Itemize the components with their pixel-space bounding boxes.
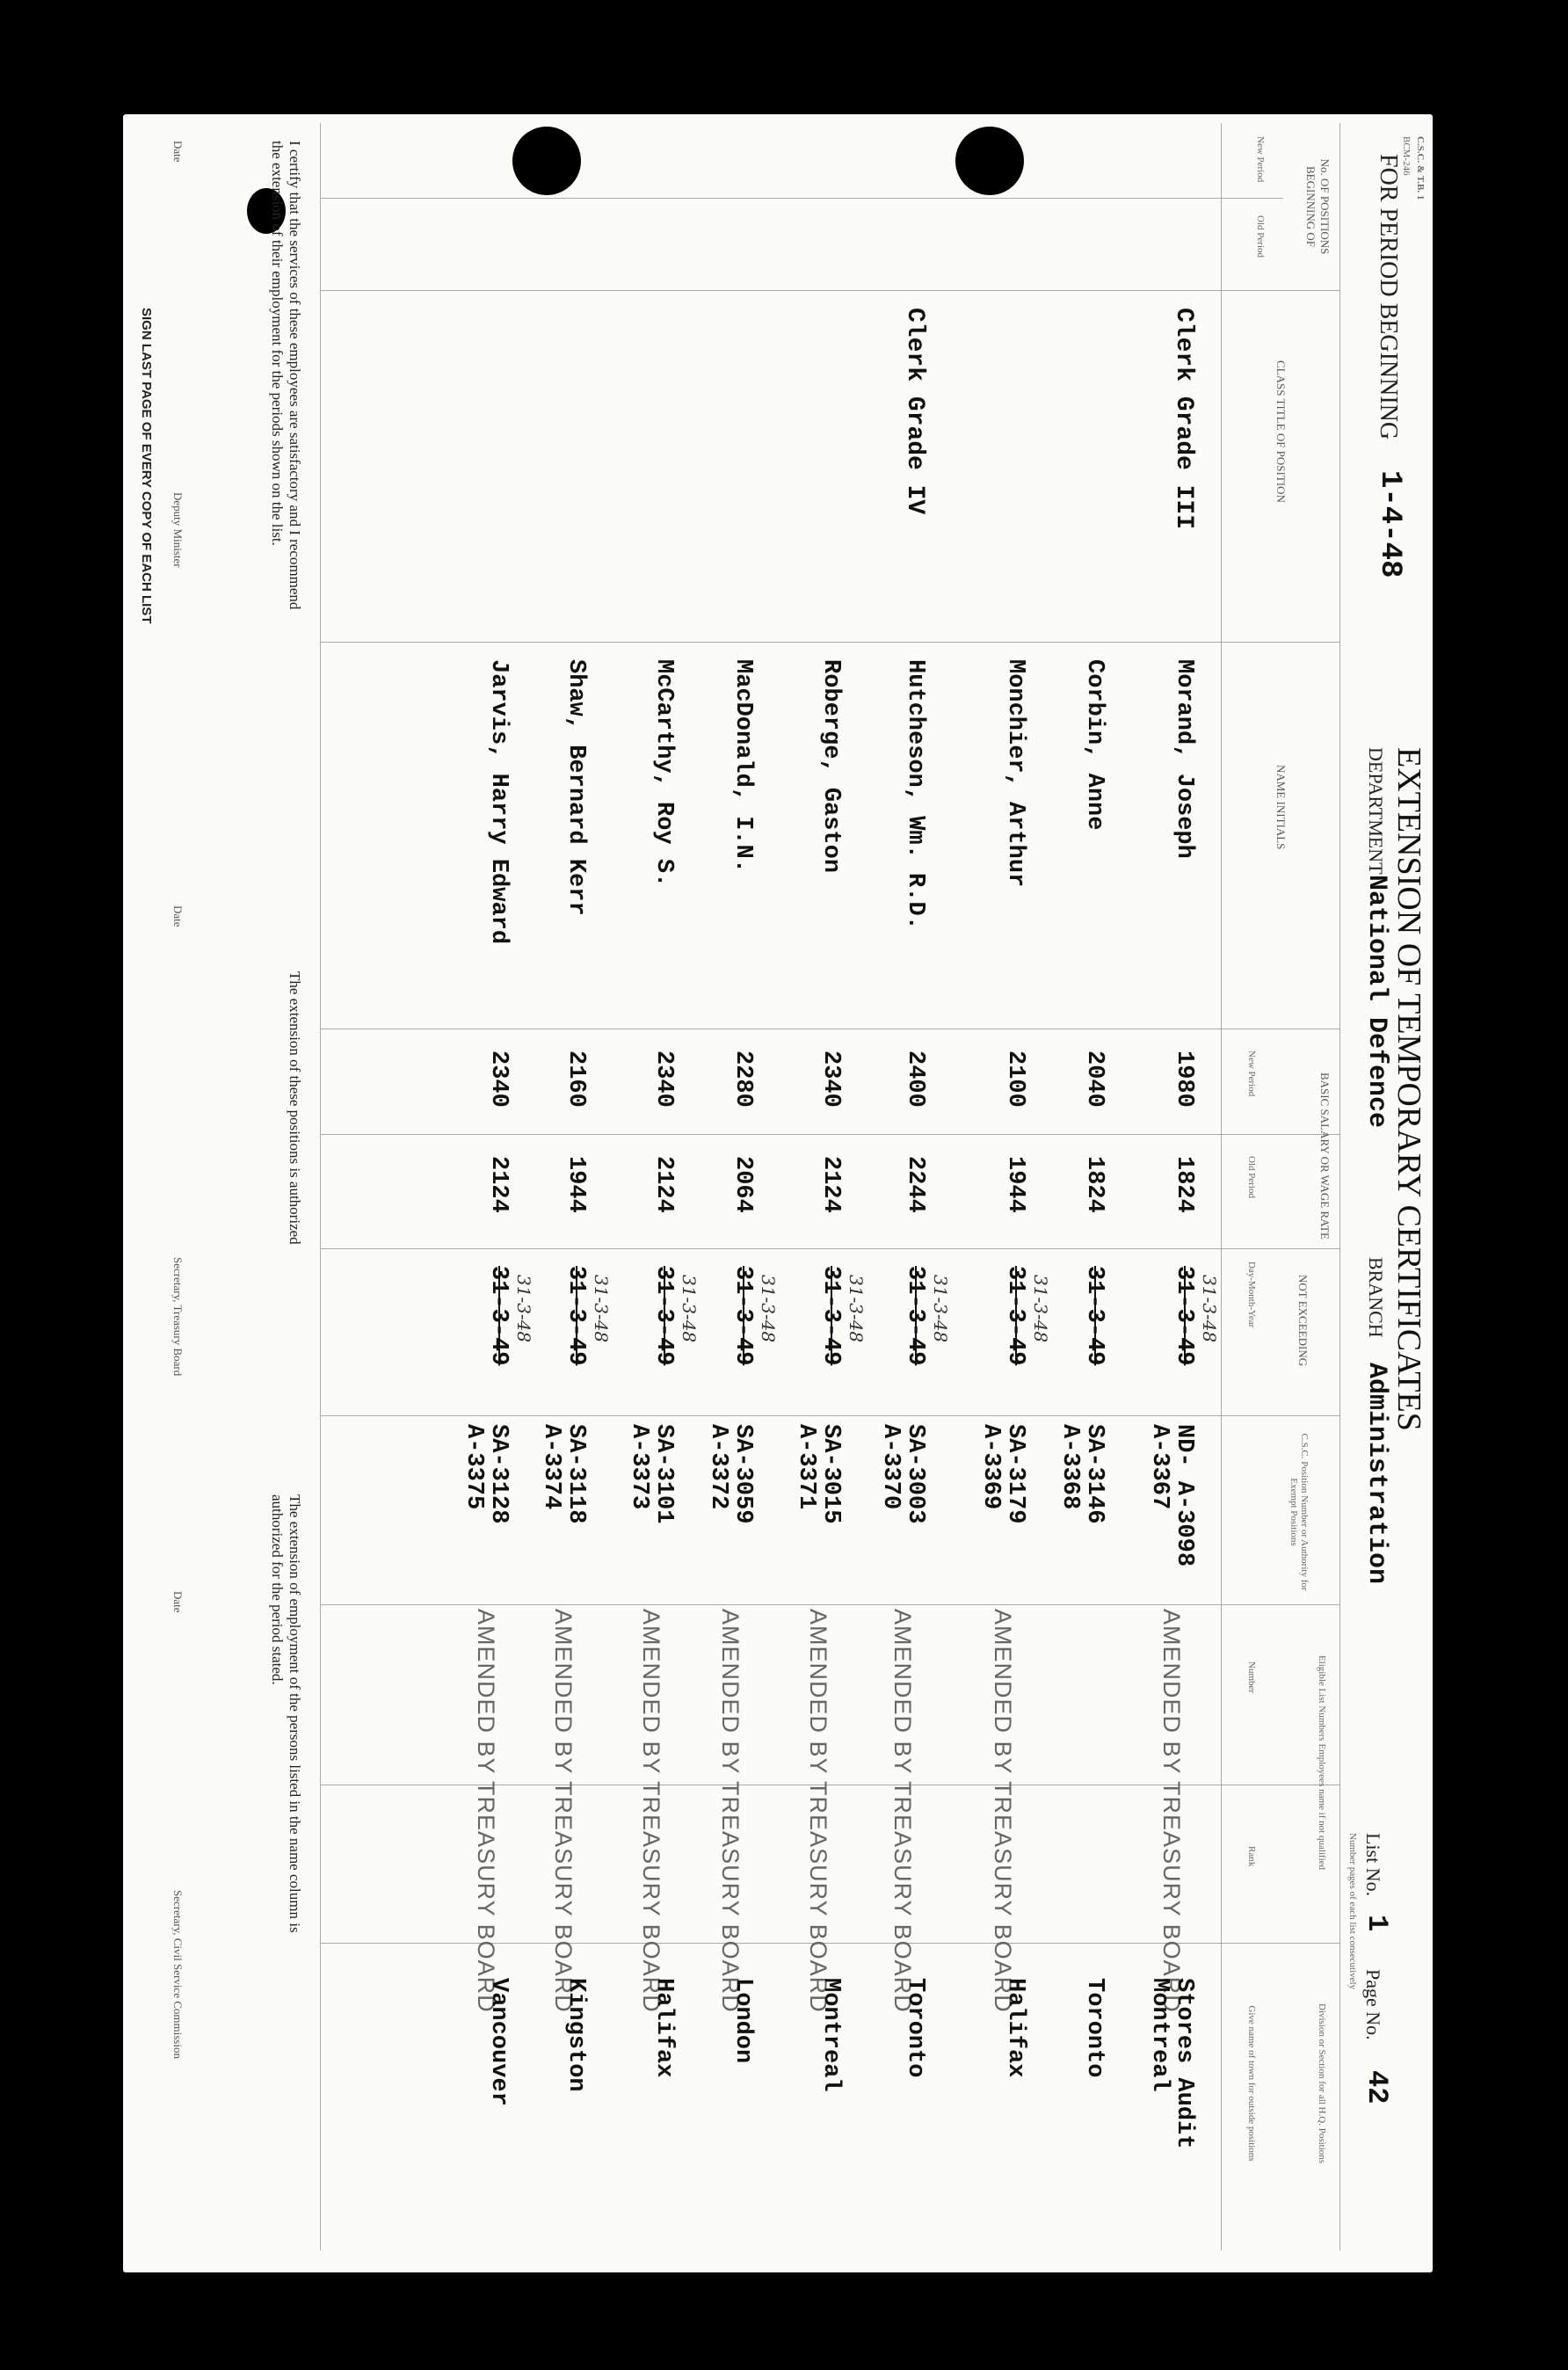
header-positions: No. OF POSITIONS BEGINNING OF bbox=[1304, 158, 1332, 255]
form-code-2: BCM-246 bbox=[1401, 136, 1412, 176]
employee-name: Morand, Joseph bbox=[1171, 659, 1197, 859]
salary-new: 1980 bbox=[1171, 1051, 1197, 1108]
salary-old: 1824 bbox=[1171, 1156, 1197, 1213]
amended-stamp: AMENDED BY TREASURY BOARD bbox=[473, 1609, 499, 2013]
salary-old: 2124 bbox=[485, 1156, 512, 1213]
amended-stamp: AMENDED BY TREASURY BOARD bbox=[717, 1609, 744, 2013]
period-label: FOR PERIOD BEGINNING bbox=[1375, 154, 1402, 440]
header-not-exceeding: NOT EXCEEDING bbox=[1296, 1275, 1310, 1367]
csc-position-number-2: A-3375 bbox=[461, 1424, 487, 1510]
header-bottom-rule bbox=[1221, 123, 1222, 2250]
header-date: Day-Month-Year bbox=[1246, 1261, 1257, 1328]
col-rule bbox=[321, 1134, 1340, 1135]
not-exceeding-date: 31-3-49 bbox=[730, 1266, 756, 1366]
salary-old: 1944 bbox=[1002, 1156, 1028, 1213]
handwritten-date: 31-3-48 bbox=[513, 1275, 534, 1343]
csc-position-number-2: A-3370 bbox=[877, 1424, 904, 1510]
certify-date-label: Date bbox=[171, 141, 185, 163]
period-value: 1-4-48 bbox=[1373, 470, 1406, 578]
division-location: Vancouver bbox=[485, 1978, 512, 2106]
amended-stamp: AMENDED BY TREASURY BOARD bbox=[990, 1609, 1016, 2013]
col-rule bbox=[321, 1248, 1340, 1249]
header-division-note: Give name of town for outside positions bbox=[1246, 2005, 1257, 2162]
table-top-rule bbox=[1339, 123, 1340, 2250]
handwritten-date: 31-3-48 bbox=[1030, 1275, 1051, 1343]
header-salary-old: Old Period bbox=[1246, 1156, 1257, 1198]
col-rule bbox=[321, 198, 1283, 199]
branch-label: BRANCH bbox=[1365, 1257, 1387, 1338]
employee-name: Shaw, Bernard Kerr bbox=[563, 659, 589, 916]
salary-old: 1944 bbox=[563, 1156, 589, 1213]
handwritten-date: 31-3-48 bbox=[1199, 1275, 1220, 1343]
csc-position-number-2: A-3369 bbox=[977, 1424, 1004, 1510]
handwritten-date: 31-3-48 bbox=[930, 1275, 951, 1343]
division-location: Halifax bbox=[650, 1978, 677, 2078]
header-salary-new: New Period bbox=[1246, 1051, 1257, 1097]
certify-text-2: the extension of their employment for the periods shown on the list. bbox=[269, 141, 286, 546]
header-eligible: Eligible List Numbers Employees name if not qualified bbox=[1317, 1654, 1327, 1871]
division-location: Halifax bbox=[1002, 1978, 1028, 2078]
handwritten-date: 31-3-48 bbox=[846, 1275, 867, 1343]
rotated-form bbox=[123, 114, 1433, 2272]
footer-rule bbox=[320, 123, 321, 2250]
csc-authorized-text-2: authorized for the period stated. bbox=[269, 1494, 286, 1685]
employee-name: Hutcheson, Wm. R.D. bbox=[902, 659, 928, 930]
salary-new: 2280 bbox=[730, 1051, 756, 1108]
col-rule bbox=[321, 642, 1340, 643]
salary-new: 2340 bbox=[817, 1051, 844, 1108]
employee-name: Roberge, Gaston bbox=[817, 659, 844, 874]
header-name: NAME INITIALS bbox=[1274, 765, 1288, 850]
employee-name: Monchier, Arthur bbox=[1002, 659, 1028, 888]
not-exceeding-date: 31-3-49 bbox=[817, 1266, 844, 1366]
csc-position-number: SA-3128 bbox=[485, 1424, 512, 1524]
salary-old: 2064 bbox=[730, 1156, 756, 1213]
handwritten-date: 31-3-48 bbox=[679, 1275, 700, 1343]
amended-stamp: AMENDED BY TREASURY BOARD bbox=[550, 1609, 577, 2013]
header-class-title: CLASS TITLE OF POSITION bbox=[1274, 360, 1288, 503]
csc-position-number: ND- A-3098 bbox=[1171, 1424, 1197, 1567]
salary-new: 2160 bbox=[563, 1051, 589, 1108]
not-exceeding-date: 31-3-49 bbox=[650, 1266, 677, 1366]
page-no-value: 42 bbox=[1361, 2070, 1393, 2105]
division-location: London bbox=[730, 1978, 756, 2064]
class-title: Clerk Grade III bbox=[1170, 308, 1197, 530]
salary-old: 2124 bbox=[817, 1156, 844, 1213]
csc-secretary-label: Secretary, Civil Service Commission bbox=[171, 1890, 185, 2059]
handwritten-date: 31-3-48 bbox=[758, 1275, 779, 1343]
not-exceeding-date: 31-3-49 bbox=[485, 1266, 512, 1366]
csc-position-number: SA-3003 bbox=[902, 1424, 928, 1524]
tb-date-label: Date bbox=[171, 905, 185, 927]
csc-position-number: SA-3179 bbox=[1002, 1424, 1028, 1524]
csc-position-number-2: A-3367 bbox=[1146, 1424, 1172, 1510]
salary-new: 2340 bbox=[650, 1051, 677, 1108]
csc-position-number: SA-3059 bbox=[730, 1424, 756, 1524]
not-exceeding-date: 31-3-49 bbox=[1171, 1266, 1197, 1366]
employee-name: Corbin, Anne bbox=[1081, 659, 1107, 831]
certify-text-1: I certify that the services of these employees are satisfactory and I recommend bbox=[287, 141, 303, 610]
salary-old: 1824 bbox=[1081, 1156, 1107, 1213]
division-location: Toronto bbox=[902, 1978, 928, 2078]
csc-authorized-text-1: The extension of employment of the persons listed in the name column is bbox=[287, 1494, 303, 1933]
csc-position-number: SA-3015 bbox=[817, 1424, 844, 1524]
salary-old: 2124 bbox=[650, 1156, 677, 1213]
not-exceeding-date: 31-3-49 bbox=[563, 1266, 589, 1366]
division-location: Toronto bbox=[1081, 1978, 1107, 2078]
header-old-period: Old Period bbox=[1255, 215, 1266, 258]
handwritten-date: 31-3-48 bbox=[591, 1275, 612, 1343]
csc-position-number-2: A-3372 bbox=[705, 1424, 731, 1510]
amended-stamp: AMENDED BY TREASURY BOARD bbox=[889, 1609, 916, 2013]
header-csc: C.S.C. Position Number or Authority for Exempt Positions bbox=[1289, 1433, 1310, 1591]
csc-position-number: SA-3118 bbox=[563, 1424, 589, 1524]
employee-name: Jarvis, Harry Edward bbox=[485, 659, 512, 945]
deputy-minister-label: Deputy Minister bbox=[171, 492, 185, 568]
header-rank: Rank bbox=[1246, 1846, 1257, 1867]
salary-new: 2400 bbox=[902, 1051, 928, 1108]
amended-stamp: AMENDED BY TREASURY BOARD bbox=[1158, 1609, 1185, 2013]
division-location: Stores Audit bbox=[1171, 1978, 1197, 2149]
employee-name: MacDonald, I.N. bbox=[730, 659, 756, 874]
csc-position-number-2: A-3368 bbox=[1056, 1424, 1083, 1510]
amended-stamp: AMENDED BY TREASURY BOARD bbox=[805, 1609, 831, 2013]
department-value: National Defence bbox=[1361, 875, 1391, 1129]
list-no-label: List No. bbox=[1362, 1833, 1384, 1897]
not-exceeding-date: 31-3-49 bbox=[1081, 1266, 1107, 1366]
form-code: C.S.C. & T.B. 1 bbox=[1415, 136, 1426, 200]
salary-new: 2100 bbox=[1002, 1051, 1028, 1108]
col-rule bbox=[321, 1604, 1340, 1605]
page-note: Number pages of each list consecutively bbox=[1347, 1833, 1358, 1990]
not-exceeding-date: 31-3-49 bbox=[1002, 1266, 1028, 1366]
not-exceeding-date: 31-3-49 bbox=[902, 1266, 928, 1366]
department-label: DEPARTMENT bbox=[1365, 747, 1387, 875]
division-location: Montreal bbox=[817, 1978, 844, 2092]
csc-position-number-2: A-3373 bbox=[626, 1424, 652, 1510]
header-salary: BASIC SALARY OR WAGE RATE bbox=[1318, 1072, 1332, 1240]
tb-secretary-label: Secretary, Treasury Board bbox=[171, 1257, 185, 1377]
employee-name: McCarthy, Roy S. bbox=[650, 659, 677, 888]
csc-position-number: SA-3101 bbox=[650, 1424, 677, 1524]
class-title: Clerk Grade IV bbox=[901, 308, 928, 515]
salary-new: 2340 bbox=[485, 1051, 512, 1108]
amended-stamp: AMENDED BY TREASURY BOARD bbox=[638, 1609, 664, 2013]
csc-position-number-2: A-3371 bbox=[793, 1424, 819, 1510]
col-rule bbox=[321, 290, 1340, 291]
csc-position-number-2: A-3374 bbox=[538, 1424, 564, 1510]
header-division: Division or Section for all H.Q. Positions bbox=[1317, 2003, 1327, 2164]
form-title: EXTENSION OF TEMPORARY CERTIFICATES bbox=[1390, 747, 1427, 1431]
tb-authorized-text: The extension of these positions is authorized bbox=[287, 971, 303, 1245]
csc-position-number: SA-3146 bbox=[1081, 1424, 1107, 1524]
csc-date-label: Date bbox=[171, 1591, 185, 1613]
salary-old: 2244 bbox=[902, 1156, 928, 1213]
branch-value: Administration bbox=[1361, 1363, 1391, 1585]
sign-note: SIGN LAST PAGE OF EVERY COPY OF EACH LIST bbox=[139, 308, 154, 624]
salary-new: 2040 bbox=[1081, 1051, 1107, 1108]
header-number: Number bbox=[1246, 1661, 1257, 1694]
col-rule bbox=[321, 1415, 1340, 1416]
division-location: Kingston bbox=[563, 1978, 589, 2092]
page-no-label: Page No. bbox=[1362, 1969, 1384, 2040]
division-location-2: Montreal bbox=[1146, 1978, 1172, 2092]
list-no-value: 1 bbox=[1361, 1915, 1393, 1932]
header-new-period: New Period bbox=[1255, 136, 1266, 183]
